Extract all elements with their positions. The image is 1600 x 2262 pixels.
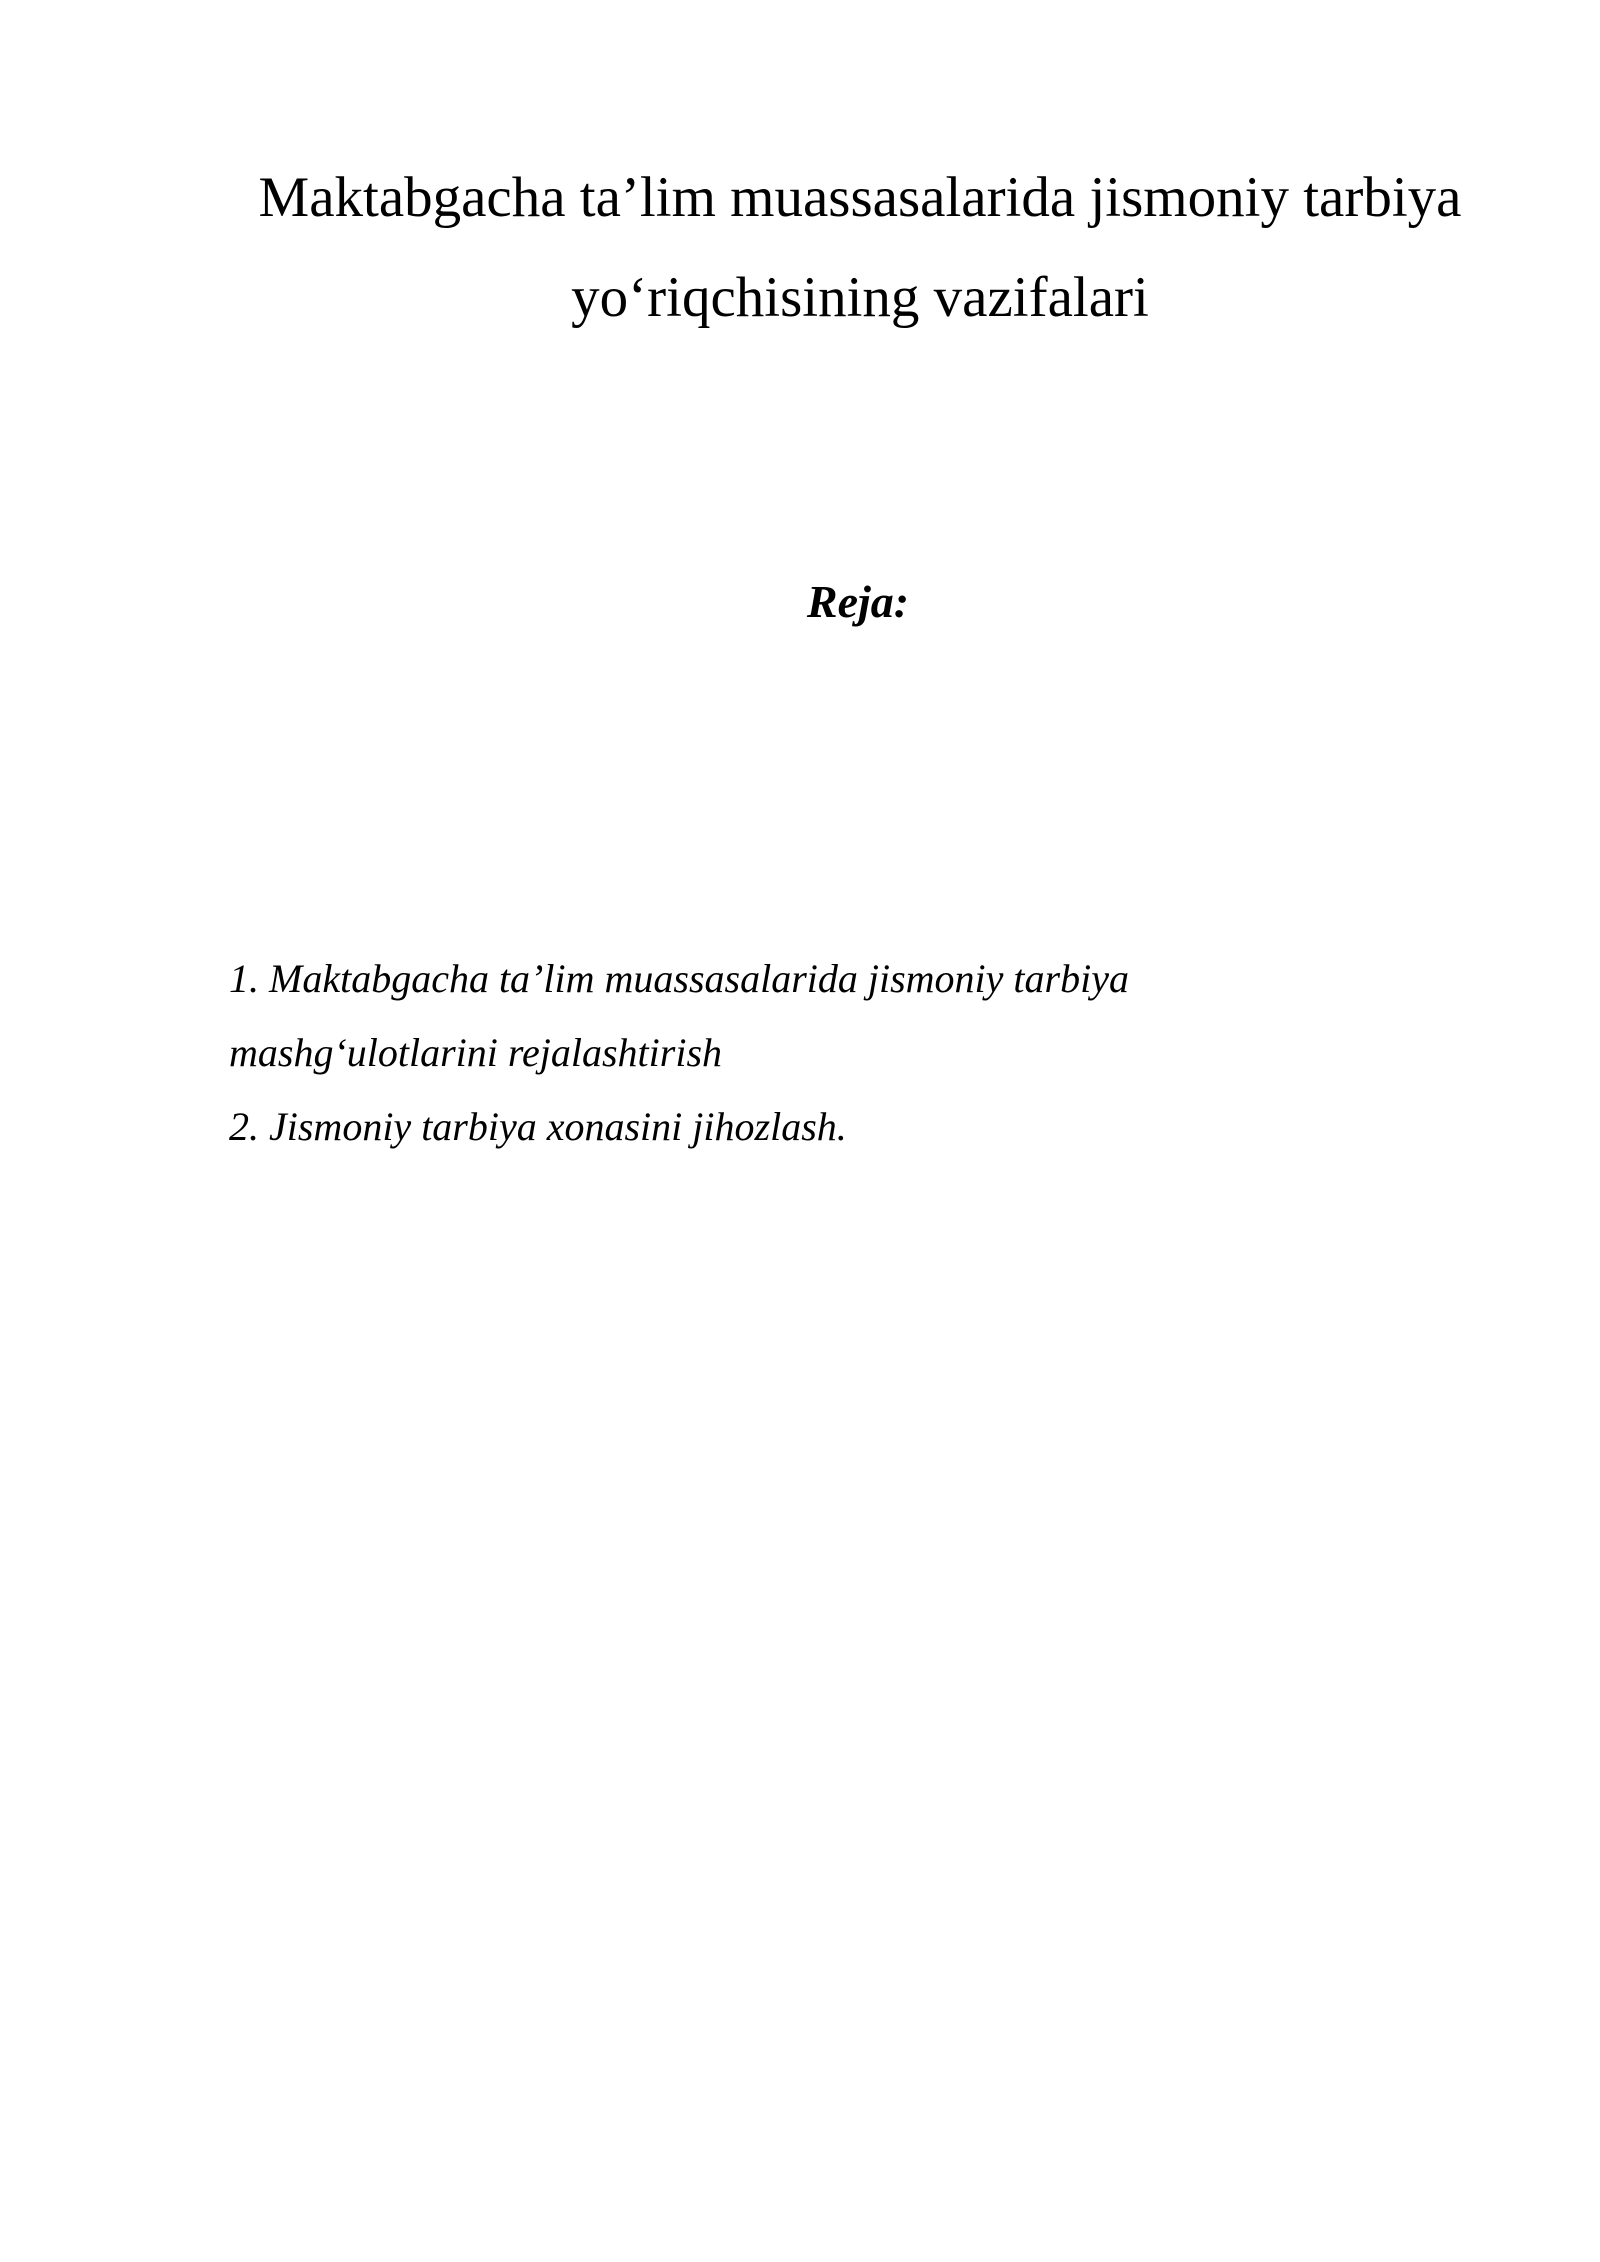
plan-item-text-line-1: Maktabgacha ta’lim muassasalarida jismoniy tarbiya	[269, 956, 1129, 1001]
plan-heading: Reja:	[806, 576, 910, 627]
document-title	[230, 148, 1490, 348]
plan-item-text-line-2: mashg‘ulotlarini rejalashtirish	[229, 1030, 723, 1075]
plan-item-1	[229, 942, 1329, 1090]
document-title-line-2: yo‘riqchisining vazifalari	[571, 266, 1149, 329]
plan-list	[229, 942, 1329, 1164]
plan-item-text-line-1: Jismoniy tarbiya xonasini jihozlash.	[269, 1104, 847, 1149]
plan-item-number: 2.	[229, 1104, 259, 1149]
plan-item-number: 1.	[229, 956, 259, 1001]
document-title-line-1: Maktabgacha ta’lim muassasalarida jismoniy tarbiya	[258, 166, 1462, 229]
plan-item-2	[229, 1090, 1329, 1164]
